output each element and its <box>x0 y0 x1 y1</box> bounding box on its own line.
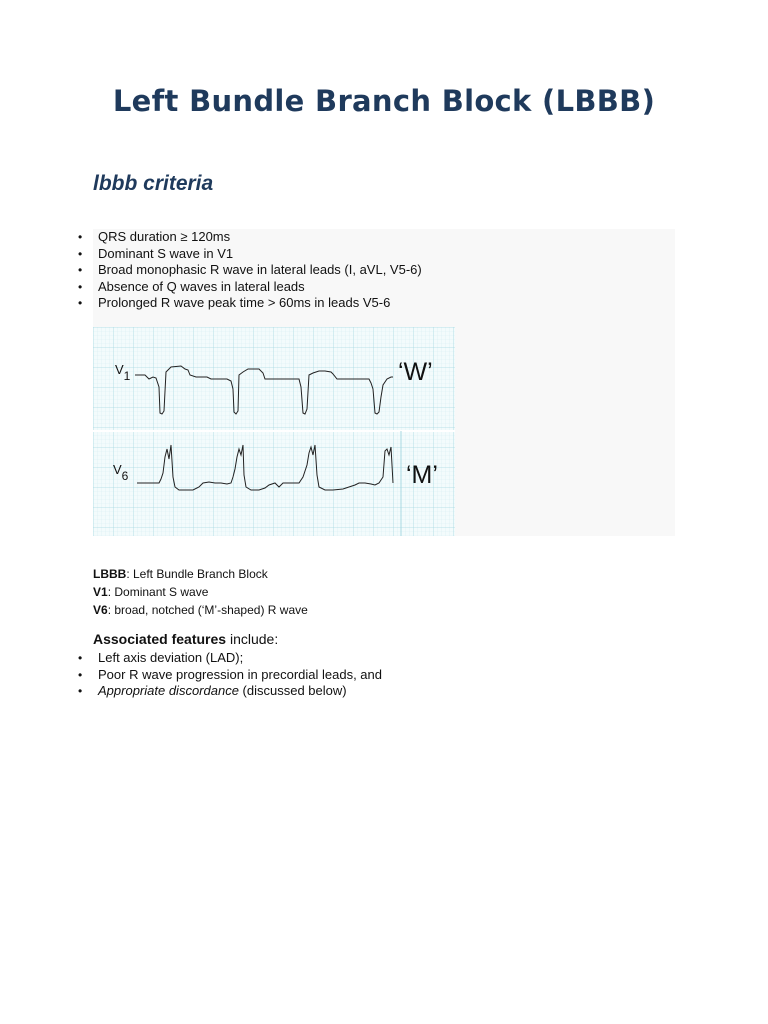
section-heading: lbbb criteria <box>93 172 214 195</box>
v6-label: V6 <box>113 462 129 483</box>
associated-features-label: Associated features <box>93 631 227 647</box>
criteria-list <box>78 229 422 312</box>
criteria-text: Absence of Q waves in lateral leads <box>98 278 305 294</box>
associated-text: Left axis deviation (LAD); <box>98 650 244 665</box>
criteria-text: Broad monophasic R wave in lateral leads (I, aVL, V5-6) <box>98 262 422 277</box>
bullet-icon: • <box>78 684 83 698</box>
bullet-icon: • <box>78 296 83 310</box>
list-item <box>78 650 382 667</box>
criteria-text: QRS duration ≥ 120ms <box>98 229 231 244</box>
bullet-icon: • <box>78 246 83 261</box>
bullet-icon: • <box>78 263 83 277</box>
legend-row <box>93 565 308 583</box>
list-item <box>78 683 382 700</box>
bullet-icon: • <box>78 279 83 294</box>
ecg-figure <box>93 327 455 536</box>
legend-desc: : Left Bundle Branch Block <box>126 567 268 581</box>
list-item <box>78 262 422 279</box>
bullet-icon: • <box>78 651 83 665</box>
associated-text: Poor R wave progression in precordial leads, and <box>98 666 382 682</box>
criteria-text: Dominant S wave in V1 <box>98 245 234 261</box>
list-item <box>78 229 422 246</box>
v1-shape-label: ‘W’ <box>398 358 433 386</box>
associated-italic-text: Appropriate discordance <box>98 683 239 698</box>
legend-desc: : Dominant S wave <box>107 585 209 599</box>
v1-label: V1 <box>115 362 131 383</box>
legend-desc: : broad, notched (‘M’-shaped) R wave <box>107 603 308 617</box>
legend-term: V6 <box>93 603 108 617</box>
criteria-text: Prolonged R wave peak time > 60ms in leads V5-6 <box>98 295 391 310</box>
legend-term: V1 <box>93 585 108 599</box>
legend <box>93 565 308 619</box>
bullet-icon: • <box>78 230 83 244</box>
associated-features-rest: include: <box>226 631 279 647</box>
list-item <box>78 278 422 296</box>
list-item <box>78 666 382 684</box>
legend-row <box>93 601 308 619</box>
bullet-icon: • <box>78 667 83 682</box>
legend-row <box>93 583 308 601</box>
list-item <box>78 295 422 312</box>
associated-features-intro <box>93 631 278 647</box>
associated-text: (discussed below) <box>238 683 347 698</box>
list-item <box>78 245 422 263</box>
associated-features-list <box>78 650 382 700</box>
legend-term: LBBB <box>93 567 127 581</box>
page-title: Left Bundle Branch Block (LBBB) <box>112 84 656 118</box>
v6-shape-label: ‘M’ <box>406 461 438 489</box>
